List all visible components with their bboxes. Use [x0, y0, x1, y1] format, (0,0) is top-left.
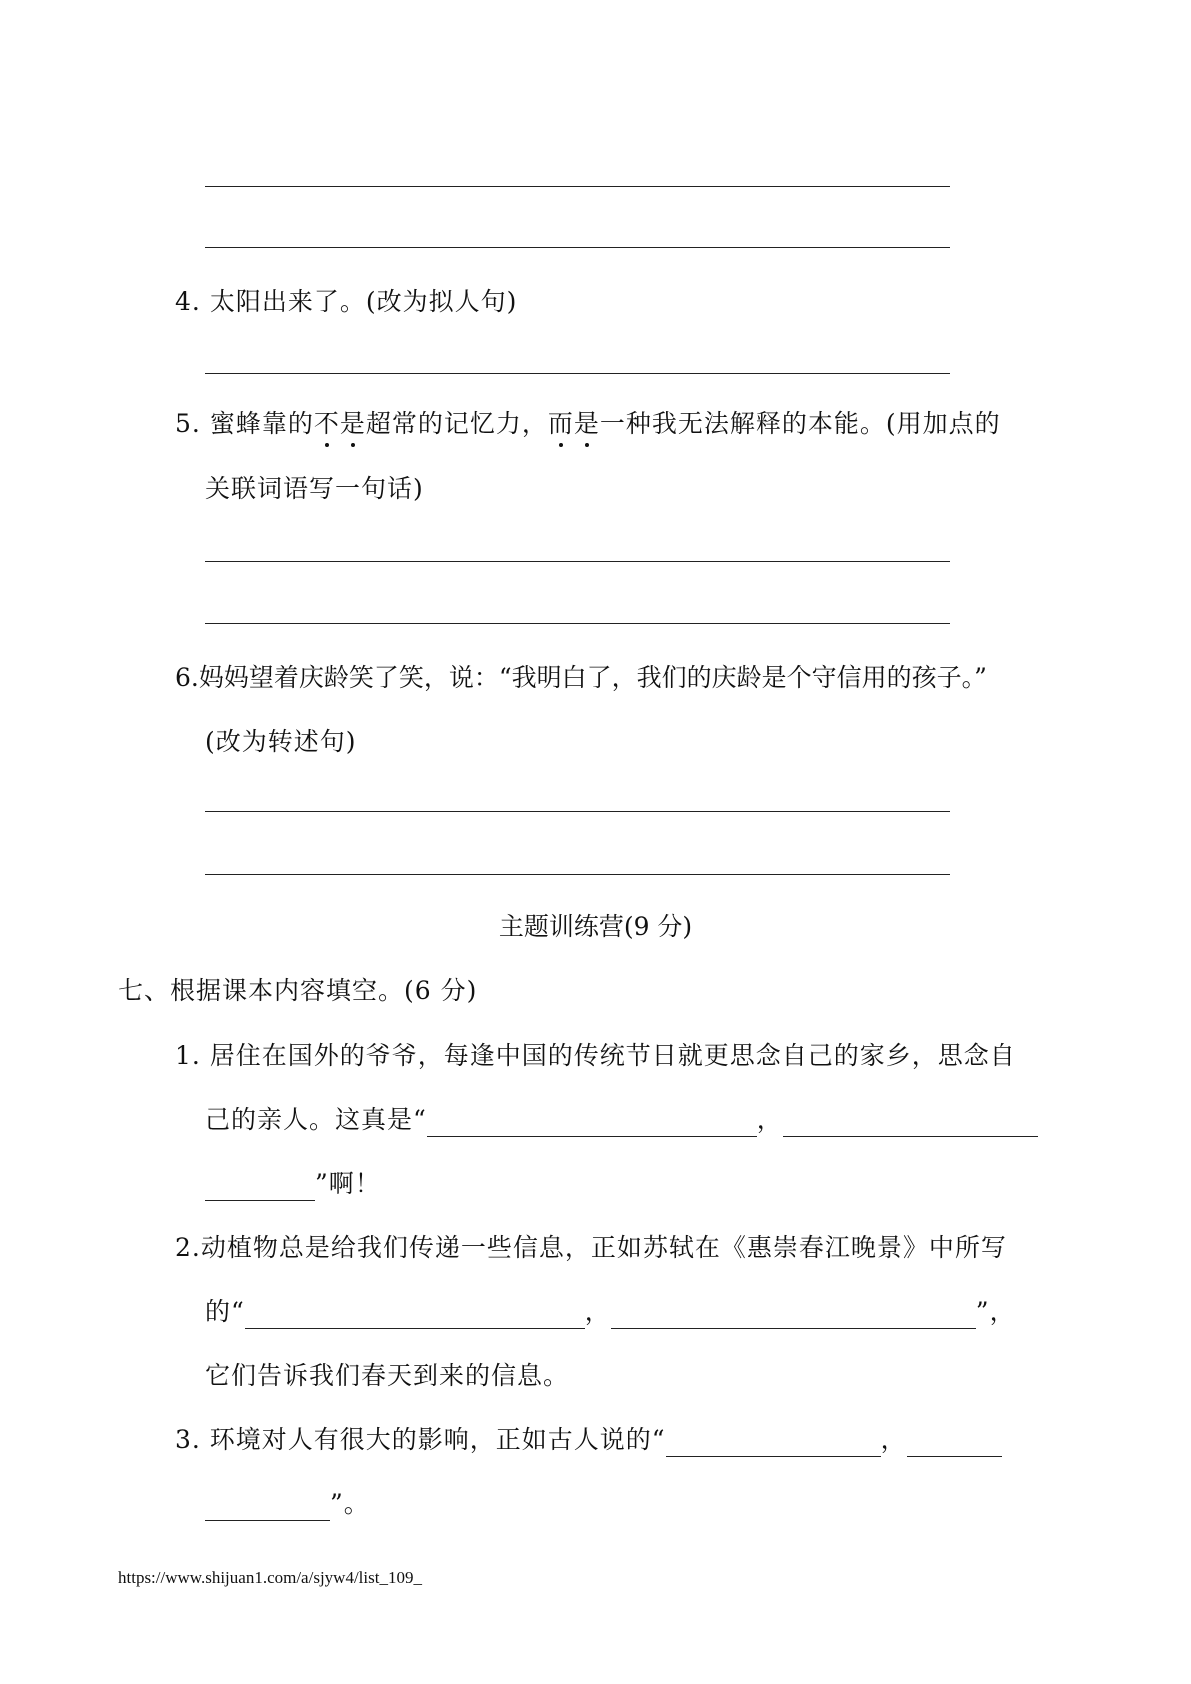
fill-text: 3. 环境对人有很大的影响，正如古人说的“: [175, 1425, 666, 1454]
fill-blank[interactable]: [907, 1430, 1002, 1457]
fill-text: ，: [584, 1297, 611, 1326]
section-title: 主题训练营(9 分): [498, 912, 693, 941]
fill-text: ，: [880, 1425, 907, 1454]
answer-line[interactable]: [205, 247, 950, 248]
fill-text: ”，: [975, 1297, 1016, 1326]
fill-text: 己的亲人。这真是“: [205, 1105, 427, 1134]
fill-text: 的“: [205, 1297, 245, 1326]
question-5: [175, 407, 1001, 441]
question-6-line2: (改为转述句): [205, 727, 357, 756]
fill-blank[interactable]: [611, 1302, 976, 1329]
question-text: 一种我无法解释的本能。(用加点的: [599, 409, 1001, 438]
fill-blank[interactable]: [666, 1430, 881, 1457]
question-6: 6.妈妈望着庆龄笑了笑，说：“我明白了，我们的庆龄是个守信用的孩子。”: [175, 663, 987, 692]
answer-line[interactable]: [205, 186, 950, 187]
fill-text: ”。: [330, 1489, 370, 1518]
fill-item-3: [175, 1423, 1002, 1457]
fill-item-2-line3: 它们告诉我们春天到来的信息。: [205, 1361, 570, 1390]
question-4: [175, 285, 517, 319]
question-text: 太阳出来了。(改为拟人句): [209, 287, 518, 316]
question-number: 4.: [175, 287, 201, 316]
dotted-word: 是: [574, 407, 600, 441]
dotted-word: 而: [548, 407, 574, 441]
answer-line[interactable]: [205, 561, 950, 562]
fill-blank[interactable]: [427, 1110, 757, 1137]
fill-item-2-line2: [205, 1295, 1016, 1329]
fill-blank[interactable]: [245, 1302, 585, 1329]
question-text: 蜜蜂靠的: [209, 409, 314, 438]
fill-text: ”啊！: [315, 1169, 381, 1198]
answer-line[interactable]: [205, 811, 950, 812]
fill-blank[interactable]: [783, 1110, 1038, 1137]
answer-line[interactable]: [205, 373, 950, 374]
answer-line[interactable]: [205, 623, 950, 624]
question-5-line2: 关联词语写一句话): [205, 474, 424, 503]
fill-item-2: 2.动植物总是给我们传递一些信息，正如苏轼在《惠崇春江晚景》中所写: [175, 1233, 1007, 1262]
question-number: 5.: [175, 409, 201, 438]
answer-line[interactable]: [205, 874, 950, 875]
dotted-word: 是: [340, 407, 366, 441]
fill-item-1-line2: [205, 1103, 1038, 1137]
dotted-word: 不: [314, 407, 340, 441]
fill-item-3-line2: [205, 1487, 370, 1521]
part-7-heading: 七、根据课本内容填空。(6 分): [118, 976, 478, 1005]
fill-item-1: 1. 居住在国外的爷爷，每逢中国的传统节日就更思念自己的家乡，思念自: [175, 1041, 1016, 1070]
fill-blank[interactable]: [205, 1494, 330, 1521]
footer-url[interactable]: https://www.shijuan1.com/a/sjyw4/list_109_: [118, 1568, 422, 1587]
question-text: 超常的记忆力，: [365, 409, 548, 438]
fill-blank[interactable]: [205, 1174, 315, 1201]
fill-item-1-line3: [205, 1167, 381, 1201]
fill-text: ，: [756, 1105, 783, 1134]
